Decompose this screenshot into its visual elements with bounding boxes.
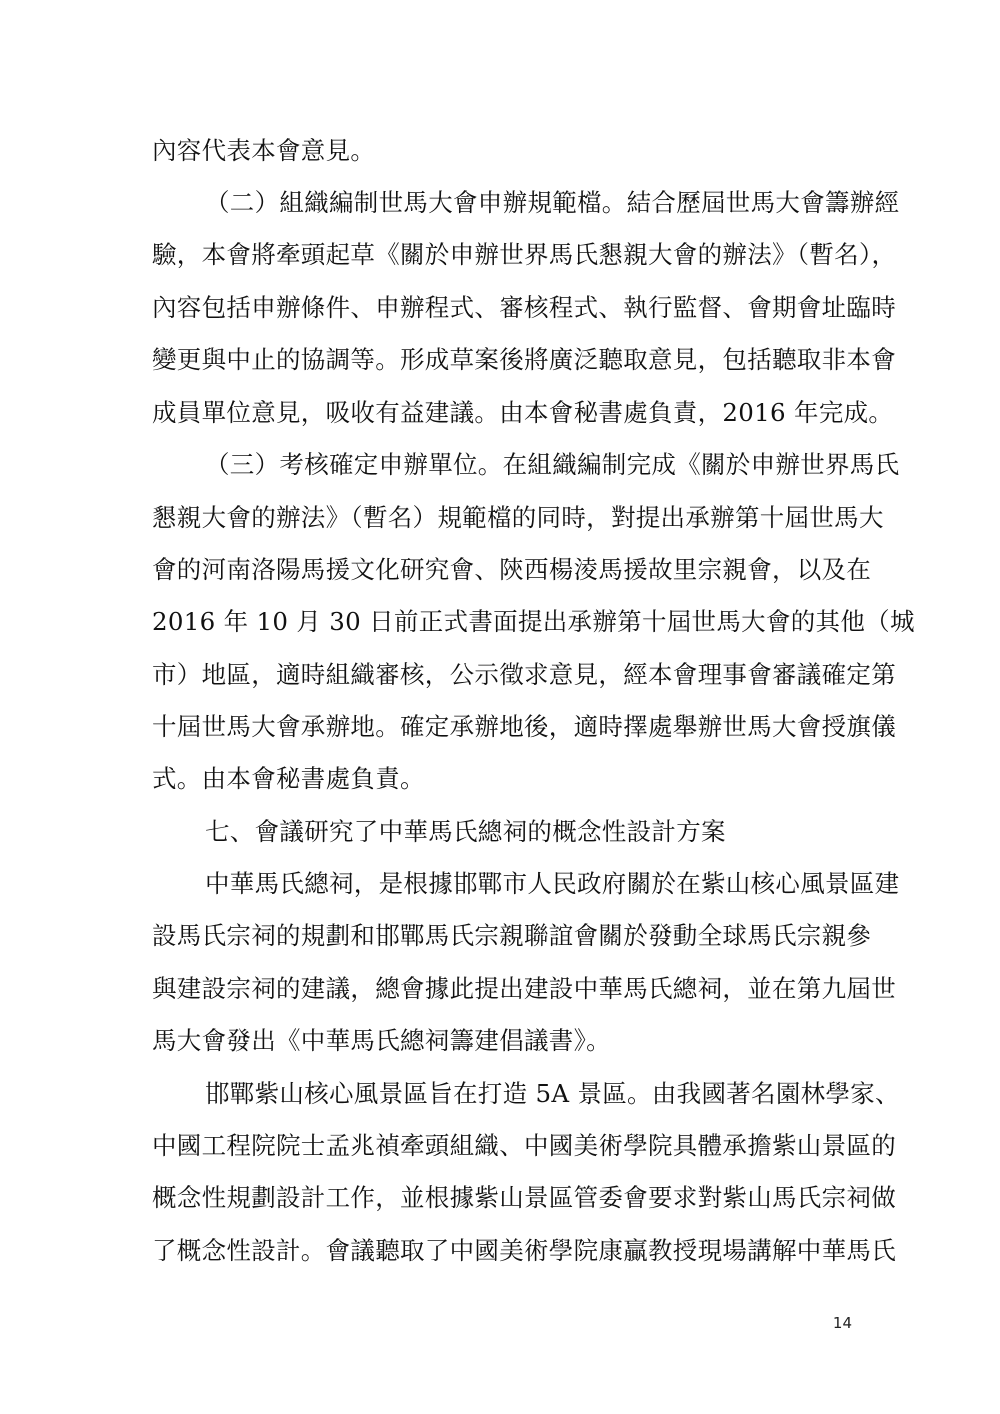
text-line: 會的河南洛陽馬援文化研究會、陝西楊淩馬援故里宗親會，以及在	[152, 555, 872, 584]
text-line: 驗，本會將牽頭起草《關於申辦世界馬氏懇親大會的辦法》（暫名），	[152, 240, 897, 269]
page-number: 14	[832, 1314, 852, 1332]
text-line: 懇親大會的辦法》（暫名）規範檔的同時，對提出承辦第十屆世馬大	[152, 503, 884, 532]
text-line: 中國工程院院士孟兆禎牽頭組織、中國美術學院具體承擔紫山景區的	[152, 1131, 896, 1160]
text-line: （二）組織編制世馬大會申辦規範檔。結合歷屆世馬大會籌辦經	[205, 188, 900, 217]
text-line: 內容包括申辦條件、申辦程式、審核程式、執行監督、會期會址臨時	[152, 293, 896, 322]
text-line: 十屆世馬大會承辦地。確定承辦地後，適時擇處舉辦世馬大會授旗儀	[152, 712, 896, 741]
text-line: 與建設宗祠的建議，總會據此提出建設中華馬氏總祠，並在第九屆世	[152, 974, 896, 1003]
text-line: 概念性規劃設計工作，並根據紫山景區管委會要求對紫山馬氏宗祠做	[152, 1183, 896, 1212]
text-line: 邯鄲紫山核心風景區旨在打造 5A 景區。由我國著名園林學家、	[205, 1079, 900, 1108]
text-line: 變更與中止的協調等。形成草案後將廣泛聽取意見，包括聽取非本會	[152, 345, 896, 374]
text-line: 內容代表本會意見。	[152, 136, 376, 165]
text-line: 了概念性設計。會議聽取了中國美術學院康贏教授現場講解中華馬氏	[152, 1236, 896, 1265]
text-line: 市）地區，適時組織審核，公示徵求意見，經本會理事會審議確定第	[152, 660, 896, 689]
text-line: 中華馬氏總祠，是根據邯鄲市人民政府關於在紫山核心風景區建	[205, 869, 900, 898]
text-line: 成員單位意見，吸收有益建議。由本會秘書處負責，2016 年完成。	[152, 398, 894, 427]
text-line: 2016 年 10 月 30 日前正式書面提出承辦第十屆世馬大會的其他（城	[152, 607, 915, 636]
text-line: 設馬氏宗祠的規劃和邯鄲馬氏宗親聯誼會關於發動全球馬氏宗親參	[152, 921, 872, 950]
text-line: 馬大會發出《中華馬氏總祠籌建倡議書》。	[152, 1026, 611, 1055]
text-line: （三）考核確定申辦單位。在組織編制完成《關於申辦世界馬氏	[205, 450, 900, 479]
text-line: 式。由本會秘書處負責。	[152, 764, 425, 793]
section-heading: 七、會議研究了中華馬氏總祠的概念性設計方案	[205, 817, 726, 846]
